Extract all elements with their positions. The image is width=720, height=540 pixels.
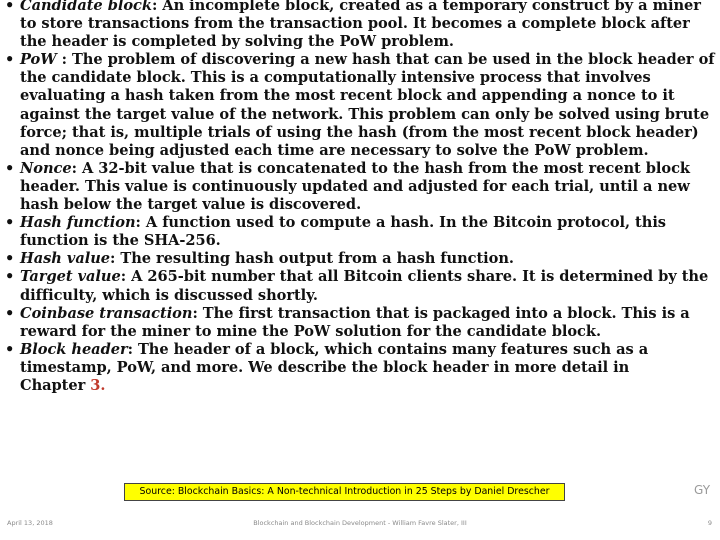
chapter-label: Chapter [20,376,86,394]
definition-text: : The problem of discovering a new hash that can be used in the block header of the candidate block. This is a computationally intensive process that involves evaluating a hash taken from the most recent block and appending a nonce to it against the target value of the network. This problem can only be solved using brute force; that is, multiple trials of using the hash (from the most recent block header) and nonce being adjusted each time are necessary to solve the PoW problem. [20,51,715,159]
definition-text: : A 265-bit number that all Bitcoin clients share. It is determined by the difficulty, which is discussed shortly. [20,268,709,304]
bullet-icon: • [5,304,15,322]
definition-text: : An incomplete block, created as a temporary construct by a miner to store transactions from the transaction pool. It becomes a complete block after the header is completed by solving the PoW problem. [20,0,701,51]
term: Coinbase transaction [20,304,193,322]
definition-hash-function [5,214,717,250]
term: PoW [20,51,57,69]
bullet-icon: • [5,268,15,286]
page-number: 9 [707,519,712,527]
edge-fragment: GY [694,483,711,497]
definition-pow [5,51,717,160]
definition-nonce [5,160,717,214]
definition-text: : The first transaction that is packaged into a block. This is a reward for the miner to mine the PoW solution for the candidate block. [20,304,690,340]
bullet-icon: • [5,214,15,232]
bullet-icon: • [5,250,15,268]
definition-candidate-block [5,0,717,51]
footer-date: April 13, 2018 [7,519,53,527]
footer-title: Blockchain and Blockchain Development - William Favre Slater, III [253,519,467,527]
term: Candidate block [20,0,152,14]
term: Nonce [20,159,72,177]
definition-target-value [5,268,717,304]
bullet-icon: • [5,340,15,358]
definitions-list [5,0,717,395]
bullet-icon: • [5,159,15,177]
definition-text: : A function used to compute a hash. In the Bitcoin protocol, this function is the SHA-256. [20,214,666,250]
source-note: Source: Blockchain Basics: A Non-technical Introduction in 25 Steps by Daniel Drescher [124,483,565,501]
definition-text: : A 32-bit value that is concatenated to the hash from the most recent block header. This value is continuously updated and adjusted for each trial, until a new hash below the target value is discovered. [20,159,690,214]
bullet-icon: • [5,0,15,14]
chapter-number: 3. [90,376,106,394]
definition-block-header [5,341,717,395]
definition-text: : The resulting hash output from a hash function. [110,250,514,268]
term: Hash value [20,250,111,268]
definition-text: : The header of a block, which contains many features such as a timestamp, PoW, and more. We describe the block header in more detail in [20,340,649,376]
term: Hash function [20,214,136,232]
term: Target value [20,268,121,286]
definition-coinbase-transaction [5,305,717,341]
bullet-icon: • [5,51,15,69]
term: Block header [20,340,128,358]
definition-hash-value [5,250,717,268]
